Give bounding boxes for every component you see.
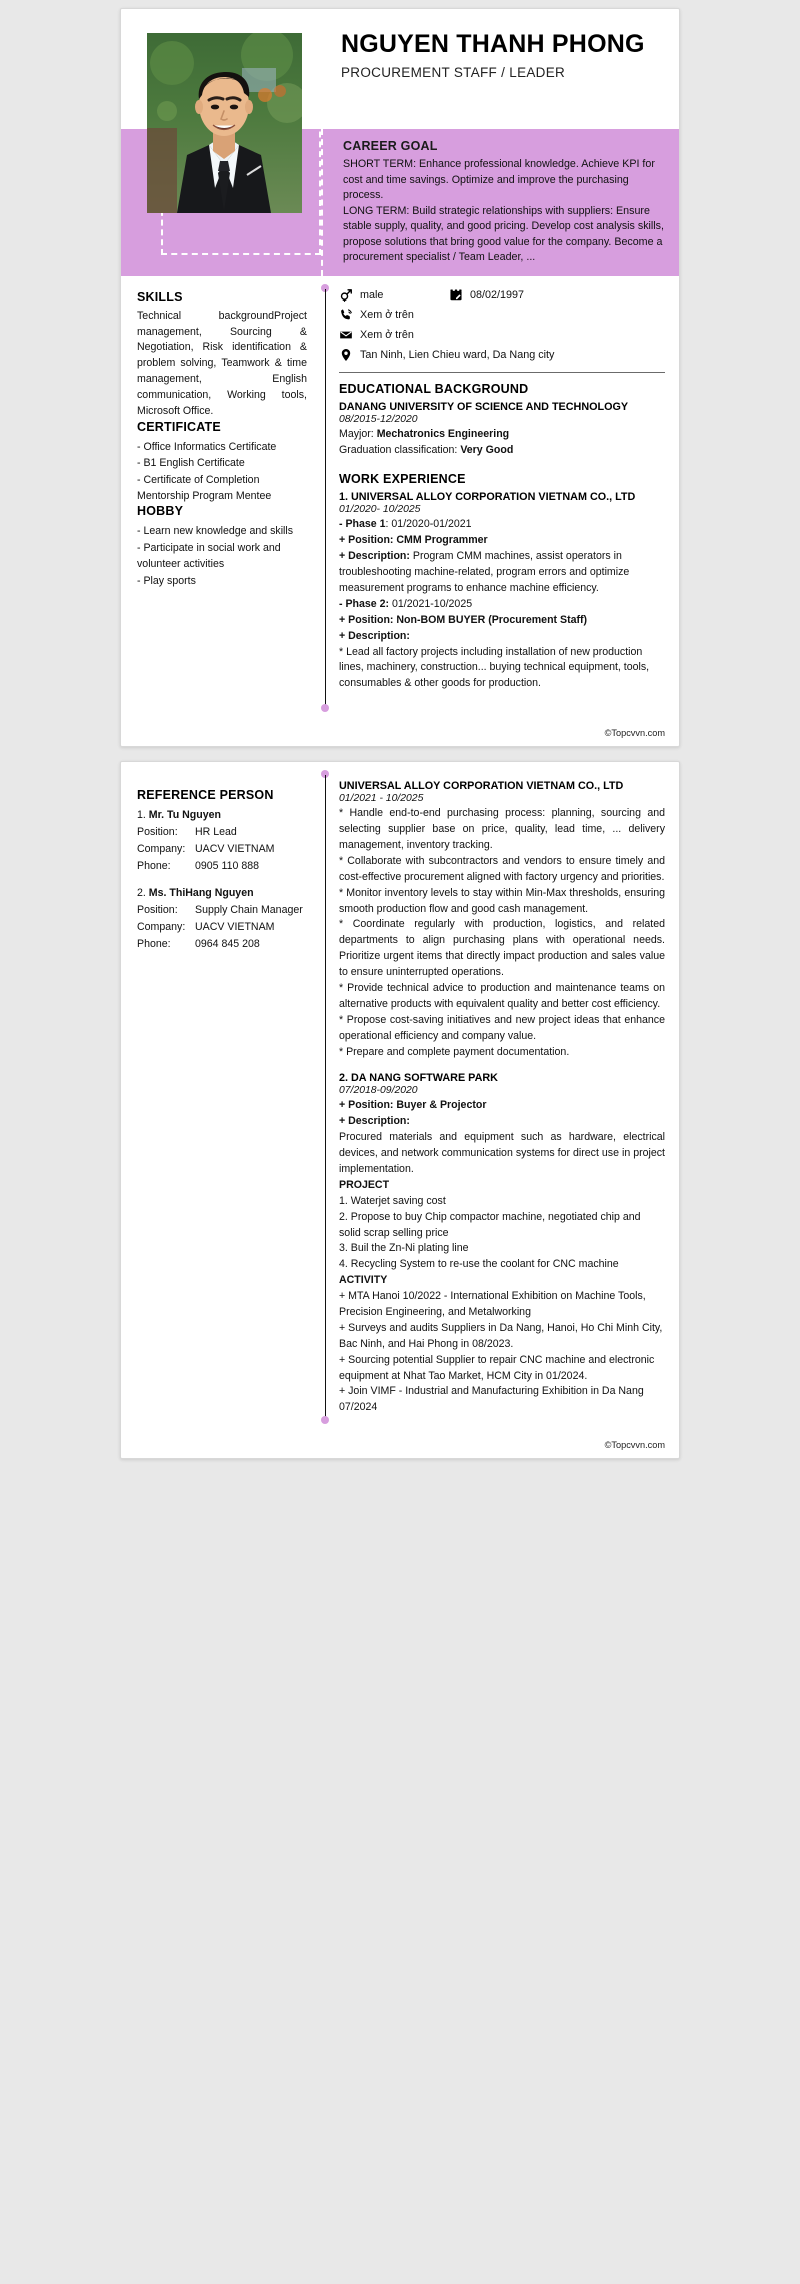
envelope-icon: [339, 328, 353, 342]
dnsp-description-label: + Description:: [339, 1115, 410, 1128]
dnsp-company: 2. DA NANG SOFTWARE PARK: [339, 1072, 498, 1085]
uacv-bullet: * Provide technical advice to production and maintenance teams on alternative products with equivalent quality and better cost efficiency.: [339, 981, 665, 1010]
photo-wrap: [147, 33, 307, 225]
education-major: [339, 427, 665, 443]
career-goal-long-term: LONG TERM: Build strategic relationships with suppliers: Ensure stable supply, quality, and good pricing. Develop cost analysis skills, propose solutions that bring good value for the company. Become a procurement specialist / Team Leader, ...: [343, 204, 664, 264]
career-goal-title: CAREER GOAL: [343, 139, 438, 153]
calendar-icon: [449, 288, 463, 302]
contact-birthday: [449, 288, 579, 302]
work-experience-heading: WORK EXPERIENCE: [339, 472, 466, 487]
education-heading: EDUCATIONAL BACKGROUND: [339, 381, 529, 396]
job-company: 1. UNIVERSAL ALLOY CORPORATION VIETNAM CO., LTD: [339, 491, 636, 504]
project-item: 4. Recycling System to re-use the coolant for CNC machine: [339, 1258, 619, 1271]
activity-item: + Join VIMF - Industrial and Manufacturing Exhibition in Da Nang 07/2024: [339, 1385, 644, 1414]
timeline-rail: [321, 284, 330, 713]
reference-person-item: [137, 807, 307, 875]
education-grad-value: Very Good: [460, 443, 514, 456]
contact-birthday-value: 08/02/1997: [470, 288, 525, 301]
contact-block: [339, 286, 665, 370]
reference-position-row: [137, 824, 307, 841]
activity-heading: ACTIVITY: [339, 1274, 388, 1287]
reference-position-value: HR Lead: [195, 826, 237, 839]
header-text-column: [321, 9, 679, 129]
uacv-dates: 01/2021 - 10/2025: [339, 793, 424, 805]
timeline-dot-bottom: [321, 1416, 329, 1424]
contact-gender: [339, 288, 449, 302]
dnsp-position: + Position: Buyer & Projector: [339, 1099, 487, 1112]
gender-icon: [339, 288, 353, 302]
career-goal-short-term: SHORT TERM: Enhance professional knowledge. Achieve KPI for cost and time savings. Optimize and improve the purchasing process.: [343, 158, 655, 202]
project-item: 3. Buil the Zn-Ni plating line: [339, 1242, 469, 1255]
uacv-bullet: * Handle end-to-end purchasing process: planning, sourcing and selecting supplier base on price, quality, lead time, ... delivery management, inventory tracking.: [339, 807, 665, 851]
job-dates: 01/2020- 10/2025: [339, 504, 421, 516]
job-position-1-label: + Position: [339, 534, 390, 547]
reference-position-value: Supply Chain Manager: [195, 903, 303, 916]
uacv-bullet: * Collaborate with subcontractors and vendors to ensure timely and cost-effective procurement aligned with factory urgency and priorities.: [339, 854, 665, 883]
job-description-2-bullet: * Lead all factory projects including installation of new production lines, machinery, construction... buying technical equipment, tools, consumables & other goods for production.: [339, 645, 650, 690]
reference-company-label: Company:: [137, 843, 186, 856]
page-title: NGUYEN THANH PHONG: [341, 30, 645, 58]
reference-index: 1.: [137, 809, 146, 822]
project-heading: PROJECT: [339, 1178, 390, 1191]
job-phase-1-label: - Phase 1: [339, 518, 386, 531]
page1-columns: [121, 276, 679, 723]
reference-company-label: Company:: [137, 920, 186, 933]
sidebar-left: [121, 276, 321, 723]
project-item: 2. Propose to buy Chip compactor machine, negotiated chip and solid scrap selling price: [339, 1210, 641, 1239]
education-grad: [339, 443, 665, 459]
project-item: 1. Waterjet saving cost: [339, 1194, 446, 1207]
uacv-bullet: * Propose cost-saving initiatives and new project ideas that enhance operational efficiency and company value.: [339, 1013, 665, 1042]
hobby-item: - Participate in social work and volunteer activities: [137, 541, 281, 571]
phone-icon: [339, 308, 353, 322]
reference-name-row: [137, 807, 307, 824]
main-right-page2: [321, 762, 679, 1434]
job-position-1-value: : CMM Programmer: [389, 534, 488, 547]
reference-position-label: Position:: [137, 903, 178, 916]
uacv-bullet: * Coordinate regularly with production, logistics, and related departments to align purchasing plans with operational needs. Prioritize urgent items that directly impact production and sales value to ensure uninterrupted operations.: [339, 918, 665, 979]
timeline-rail: [321, 770, 330, 1424]
resume-page-1: [120, 8, 680, 747]
reference-phone-row: [137, 858, 307, 875]
reference-company-value: UACV VIETNAM: [195, 920, 275, 933]
contact-email: [339, 328, 665, 342]
job-description-1-value: Program CMM machines, assist operators in troubleshooting machine-related, program errors and optimize measurement programs to enhance machine efficiency.: [339, 550, 630, 594]
reference-phone-value: 0964 845 208: [195, 937, 260, 950]
activity-item: + Sourcing potential Supplier to repair CNC machine and electronic equipment at Nhat Tao Market, HCM City in 01/2024.: [339, 1353, 655, 1382]
contact-phone-value: Xem ở trên: [360, 308, 414, 321]
education-major-label: Mayjor:: [339, 427, 374, 440]
reference-company-row: [137, 841, 307, 858]
education-major-value: Mechatronics Engineering: [376, 427, 510, 440]
education-dates: 08/2015-12/2020: [339, 413, 418, 425]
dnsp-dates: 07/2018-09/2020: [339, 1085, 418, 1097]
timeline-line: [325, 289, 326, 708]
uacv-company: UNIVERSAL ALLOY CORPORATION VIETNAM CO., LTD: [339, 780, 624, 793]
job-title: PROCUREMENT STAFF / LEADER: [341, 64, 566, 80]
dnsp-description-value: Procured materials and equipment such as hardware, electrical devices, and network communication systems for direct use in project implementation.: [339, 1131, 665, 1175]
avatar: [147, 33, 302, 213]
contact-email-value: Xem ở trên: [360, 328, 414, 341]
reference-person-item: [137, 885, 307, 953]
contact-gender-value: male: [360, 288, 384, 301]
hobby-item: - Learn new knowledge and skills: [137, 525, 294, 538]
uacv-bullet: * Prepare and complete payment documentation.: [339, 1045, 570, 1058]
job-description-1: [339, 549, 665, 597]
resume-page-2: [120, 761, 680, 1459]
hobby-item: - Play sports: [137, 574, 196, 587]
sidebar-left-page2: [121, 762, 321, 1434]
job-position-1: [339, 533, 665, 549]
activity-item: + MTA Hanoi 10/2022 - International Exhibition on Machine Tools, Precision Engineering, and Metalworking: [339, 1290, 646, 1319]
reference-index: 2.: [137, 886, 146, 899]
job-phase-2-value: 01/2021-10/2025: [389, 597, 473, 610]
contact-address-value: Tan Ninh, Lien Chieu ward, Da Nang city: [360, 348, 555, 361]
location-pin-icon: [339, 348, 353, 362]
job-position-2: + Position: Non-BOM BUYER (Procurement Staff): [339, 613, 588, 626]
activity-item: + Surveys and audits Suppliers in Da Nang, Hanoi, Ho Chi Minh City, Bac Ninh, and Hai Phong in 08/2023.: [339, 1321, 663, 1350]
reference-company-value: UACV VIETNAM: [195, 843, 275, 856]
career-goal-content: [321, 129, 679, 276]
education-school: DANANG UNIVERSITY OF SCIENCE AND TECHNOLOGY: [339, 400, 629, 413]
job-phase-1: [339, 517, 665, 533]
career-goal-band: [121, 129, 679, 276]
reference-name: Ms. ThiHang Nguyen: [148, 886, 254, 899]
contact-divider: [339, 372, 665, 373]
contact-address: [339, 348, 665, 362]
photo-area: [121, 129, 321, 276]
page2-columns: [121, 762, 679, 1434]
contact-phone: [339, 308, 459, 322]
uacv-bullet: * Monitor inventory levels to stay within Min-Max thresholds, ensuring smooth production flow and good cash management.: [339, 886, 665, 915]
education-grad-label: Graduation classification:: [339, 443, 458, 456]
reference-person-heading: REFERENCE PERSON: [137, 788, 274, 803]
certificate-item: - Office Informatics Certificate: [137, 440, 277, 453]
job-phase-2-label: - Phase 2:: [339, 597, 390, 610]
hobby-heading: HOBBY: [137, 504, 184, 519]
certificate-heading: CERTIFICATE: [137, 419, 221, 434]
reference-phone-label: Phone:: [137, 937, 171, 950]
reference-phone-value: 0905 110 888: [195, 860, 260, 872]
reference-phone-label: Phone:: [137, 860, 171, 872]
certificate-item: - Certificate of Completion Mentorship Program Mentee: [137, 473, 272, 503]
reference-company-row: [137, 919, 307, 936]
main-right: [321, 276, 679, 723]
skills-heading: SKILLS: [137, 289, 183, 304]
reference-phone-row: [137, 936, 307, 953]
job-phase-1-value: : 01/2020-01/2021: [385, 518, 472, 531]
certificate-item: - B1 English Certificate: [137, 457, 245, 470]
reference-position-row: [137, 902, 307, 919]
timeline-dot-bottom: [321, 704, 329, 712]
job-description-2-label: + Description:: [339, 629, 410, 642]
timeline-line: [325, 775, 326, 1419]
reference-position-label: Position:: [137, 826, 178, 839]
reference-name-row: [137, 885, 307, 902]
reference-name: Mr. Tu Nguyen: [148, 809, 221, 822]
skills-body: Technical backgroundProject management, Sourcing & Negotiation, Risk identification & problem solving, Teamwork & time management, English communication, Working tools, Microsoft Office.: [137, 309, 307, 417]
page1-footer: ©Topcvvn.com: [604, 728, 665, 739]
job-description-1-label: + Description:: [339, 550, 410, 563]
job-phase-2: [339, 597, 665, 613]
page2-footer: ©Topcvvn.com: [604, 1440, 665, 1451]
